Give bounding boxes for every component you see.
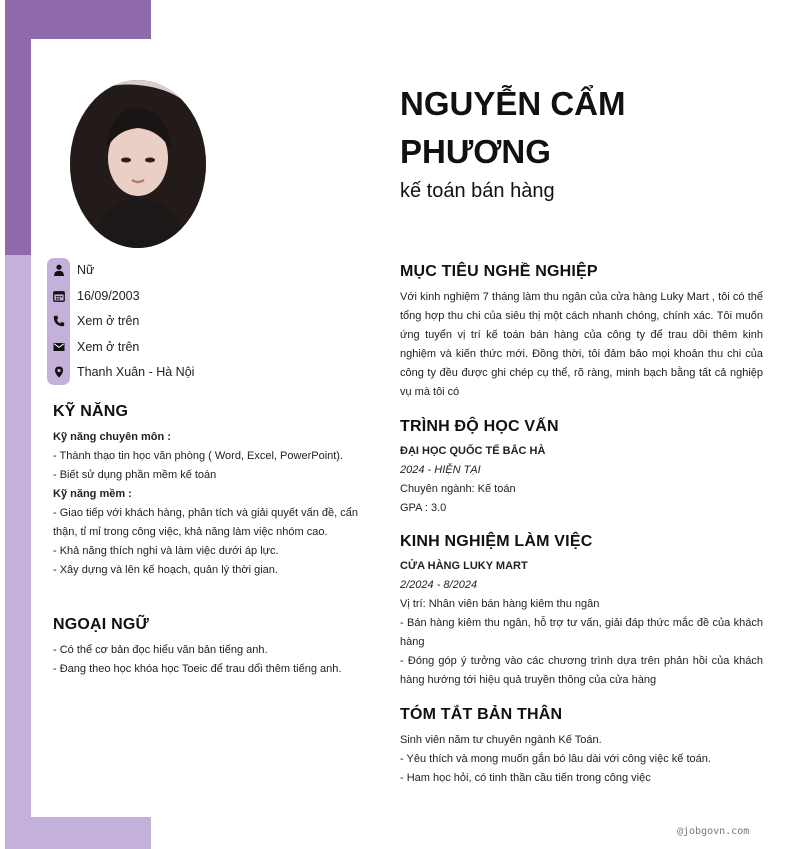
skills-title: KỸ NĂNG bbox=[53, 403, 129, 420]
education-content bbox=[400, 442, 763, 518]
contact-gender-text: Nữ bbox=[77, 263, 95, 277]
summary-content bbox=[400, 731, 763, 788]
contact-phone bbox=[47, 310, 367, 332]
experience-content bbox=[400, 557, 763, 690]
education-major: Chuyên ngành: Kế toán bbox=[400, 483, 516, 495]
summary-line: Sinh viên năm tư chuyên ngành Kế Toán. bbox=[400, 734, 602, 746]
hard-skills-label: Kỹ năng chuyên môn : bbox=[53, 431, 171, 443]
education-gpa: GPA : 3.0 bbox=[400, 502, 447, 514]
summary-line: - Yêu thích và mong muốn gắn bó lâu dài với công việc kế toán. bbox=[400, 753, 711, 765]
skills-content bbox=[53, 428, 358, 580]
experience-position: Vị trí: Nhân viên bán hàng kiêm thu ngân bbox=[400, 598, 600, 610]
education-period: 2024 - HIỆN TẠI bbox=[400, 464, 481, 476]
candidate-name-line1: NGUYỄN CẨM bbox=[400, 85, 626, 122]
mail-icon bbox=[47, 336, 70, 358]
experience-duty: - Bán hàng kiêm thu ngân, hỗ trợ tư vấn, giải đáp thức mắc đề của khách hàng bbox=[400, 617, 763, 648]
contact-birthdate bbox=[47, 285, 367, 307]
language-item: - Đang theo học khóa học Toeic để trau dổi thêm tiếng anh. bbox=[53, 663, 342, 675]
hard-skill-item: - Thành thạo tin học văn phòng ( Word, Excel, PowerPoint). bbox=[53, 450, 344, 462]
candidate-name-line2: PHƯƠNG bbox=[400, 133, 551, 170]
hard-skill-item: - Biết sử dụng phần mềm kế toán bbox=[53, 469, 217, 481]
objective-text: Với kinh nghiệm 7 tháng làm thu ngân của cửa hàng Luky Mart , tôi có thể tổng hợp thu chi của siêu thị một cách nhanh chóng, chính xác. Tôi muốn ứng tuyển vị trí kế toán bán hàng của công ty để trau dồi thêm kinh nghiệm và kiến thức mới. Đồng thời, tôi đảm bảo mọi khoản thu chi của công ty đều được ghi chép cụ thể, rõ ràng, minh bạch bằng tất cả nghiệp vụ mà tôi có bbox=[400, 291, 763, 398]
contact-email-text: Xem ở trên bbox=[77, 340, 140, 354]
languages-content bbox=[53, 641, 363, 679]
experience-company: CỬA HÀNG LUKY MART bbox=[400, 560, 528, 572]
education-title: TRÌNH ĐỘ HỌC VẤN bbox=[400, 418, 559, 435]
experience-duty: - Đóng góp ý tưởng vào các chương trình dựa trên phản hồi của khách hàng hướng tới hiệu quả truyền thông của cửa hàng bbox=[400, 655, 763, 686]
education-school: ĐẠI HỌC QUỐC TẾ BẮC HÀ bbox=[400, 445, 546, 457]
experience-period: 2/2024 - 8/2024 bbox=[400, 579, 478, 591]
watermark: @jobgovn.com bbox=[677, 826, 750, 837]
soft-skill-item: - Xây dựng và lên kế hoạch, quản lý thời gian. bbox=[53, 564, 278, 576]
soft-skills-label: Kỹ năng mềm : bbox=[53, 488, 132, 500]
experience-title: KINH NGHIỆM LÀM VIỆC bbox=[400, 533, 593, 550]
language-item: - Có thể cơ bản đọc hiểu văn bản tiếng anh. bbox=[53, 644, 268, 656]
objective-title: MỤC TIÊU NGHỀ NGHIỆP bbox=[400, 263, 598, 280]
phone-icon bbox=[47, 310, 70, 332]
contact-phone-text: Xem ở trên bbox=[77, 314, 140, 328]
profile-photo bbox=[70, 80, 206, 248]
soft-skill-item: - Khả năng thích nghi và làm việc dưới áp lực. bbox=[53, 545, 279, 557]
summary-line: - Ham học hỏi, có tinh thần cầu tiến trong công việc bbox=[400, 772, 651, 784]
soft-skill-item: - Giao tiếp với khách hàng, phân tích và giải quyết vấn đề, cẩn thận, tỉ mỉ trong công việc, khả năng làm việc nhóm cao. bbox=[53, 507, 359, 538]
candidate-role: kế toán bán hàng bbox=[400, 180, 555, 202]
contact-email bbox=[47, 336, 367, 358]
person-icon bbox=[47, 259, 70, 281]
contact-address bbox=[47, 361, 367, 383]
contact-birthdate-text: 16/09/2003 bbox=[77, 289, 140, 303]
calendar-icon bbox=[47, 285, 70, 307]
contact-gender bbox=[47, 259, 367, 281]
summary-title: TÓM TẮT BẢN THÂN bbox=[400, 706, 563, 723]
location-icon bbox=[47, 361, 70, 383]
candidate-name bbox=[400, 80, 780, 176]
contact-address-text: Thanh Xuân - Hà Nội bbox=[77, 365, 195, 379]
languages-title: NGOẠI NGỮ bbox=[53, 616, 149, 633]
